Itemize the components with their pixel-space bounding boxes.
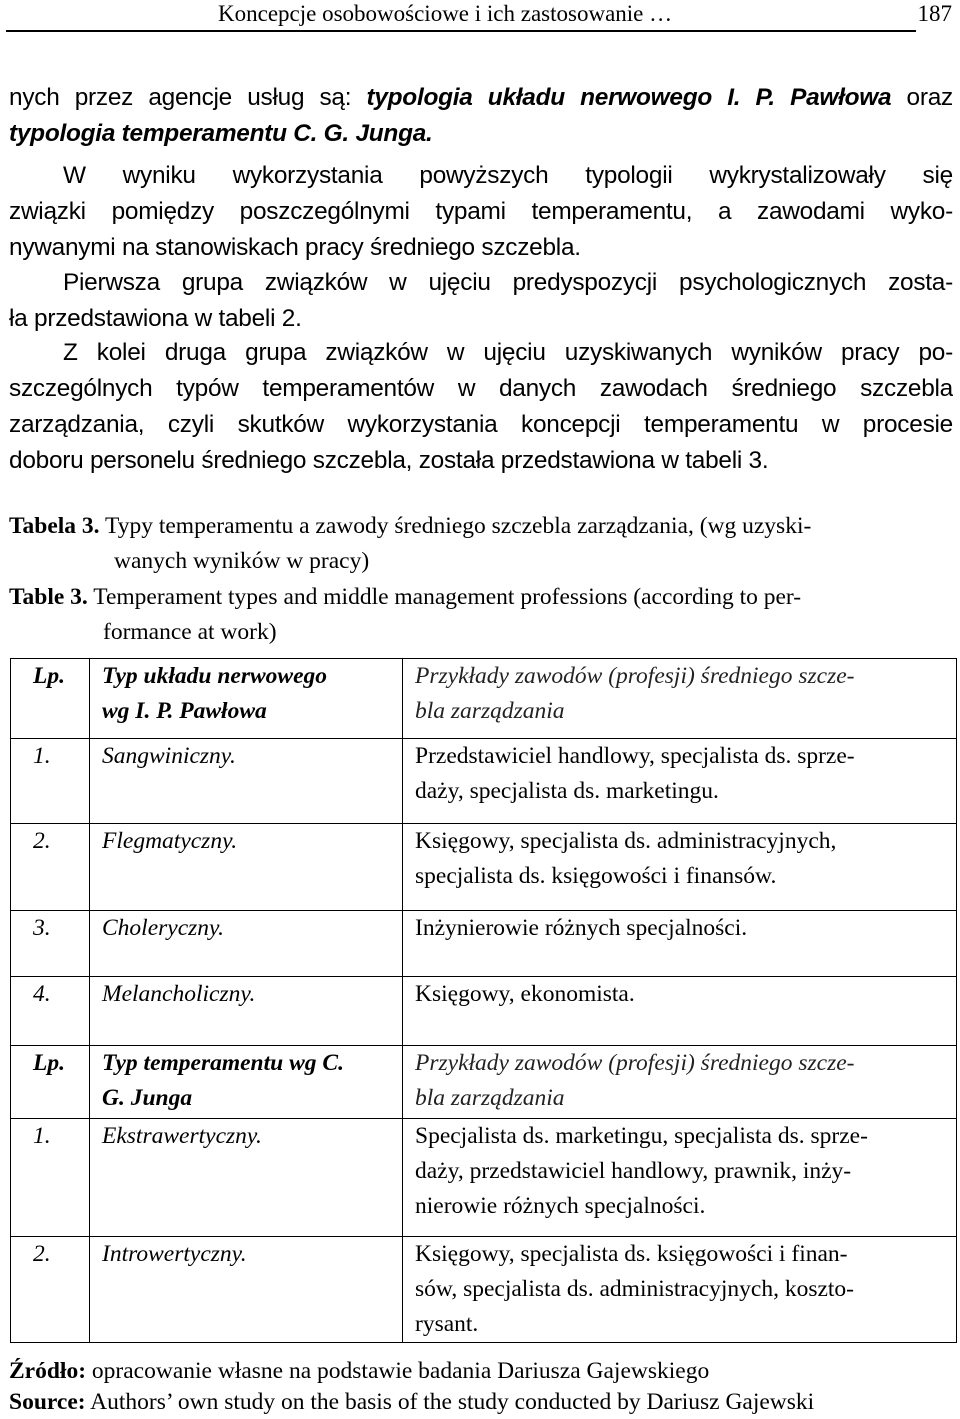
table-row: 2. Flegmatyczny. Księgowy, specjalista ds. administracyjnych, specjalista ds. księgowości i finansów. — [11, 824, 957, 911]
table-row: 4. Melancholiczny. Księgowy, ekonomista. — [11, 977, 957, 1046]
paragraph-line: W wyniku wykorzystania powyższych typologii wykrystalizowały się — [63, 162, 953, 189]
type-header: Typ układu nerwowego wg I. P. Pawłowa — [90, 659, 403, 739]
table-caption-pl: Tabela 3. Typy temperamentu a zawody średniego szczebla zarządzania, (wg uzyski- wanych wyników w pracy) — [9, 513, 812, 574]
intro-line-2 — [9, 116, 953, 152]
table-row: 2. Introwertyczny. Księgowy, specjalista ds. księgowości i finan- sów, specjalista ds. administracyjnych, koszto- rysant. — [11, 1237, 957, 1343]
paragraph-line: szczególnych typów temperamentów w danych zawodach średniego szczebla — [9, 375, 953, 402]
paragraph-line: ła przedstawiona w tabeli 2. — [9, 305, 302, 332]
intro-block — [9, 80, 953, 152]
lp-header: Lp. — [11, 659, 90, 739]
paragraph-line: związki pomiędzy poszczególnymi typami temperamentu, a zawodami wyko- — [9, 198, 953, 225]
running-header — [6, 0, 952, 32]
temperament-table — [10, 658, 957, 1343]
table-header-row — [11, 659, 957, 739]
examples-header: Przykłady zawodów (profesji) średniego szcze- bla zarządzania — [403, 1046, 957, 1119]
lp-header: Lp. — [11, 1046, 90, 1119]
source-label: Źródło: — [9, 1358, 87, 1384]
examples-header: Przykłady zawodów (profesji) średniego szcze- bla zarządzania — [403, 659, 957, 739]
table-row: 1. Sangwiniczny. Przedstawiciel handlowy, specjalista ds. sprze- daży, specjalista ds. marketingu. — [11, 739, 957, 824]
paragraph-line: nywanymi na stanowiskach pracy średniego szczebla. — [9, 234, 581, 261]
table-row: 3. Choleryczny. Inżynierowie różnych specjalności. — [11, 911, 957, 977]
paragraph-line: doboru personelu średniego szczebla, została przedstawiona w tabeli 3. — [9, 447, 769, 474]
caption-label: Table 3. — [9, 584, 88, 610]
source-note-pl: Źródło: opracowanie własne na podstawie badania Dariusza Gajewskiego — [9, 1358, 710, 1384]
table-caption-en: Table 3. Temperament types and middle management professions (according to per- formance at work) — [9, 584, 802, 645]
page-number: 187 — [917, 1, 952, 26]
caption-label: Tabela 3. — [9, 513, 100, 539]
paragraph-line: Z kolei druga grupa związków w ujęciu uzyskiwanych wyników pracy po- — [63, 339, 953, 366]
source-note-en: Source: Authors’ own study on the basis of the study conducted by Dariusz Gajewski — [9, 1389, 815, 1415]
source-label: Source: — [9, 1389, 86, 1415]
paragraph-1 — [9, 158, 953, 266]
paragraph-3 — [9, 335, 953, 479]
intro-line-1: nych przez agencje usług są: typologia układu nerwowego I. P. Pawłowa oraz — [9, 84, 953, 111]
running-title: Koncepcje osobowościowe i ich zastosowanie … — [218, 1, 673, 26]
paragraph-2 — [9, 265, 953, 337]
paragraph-line: zarządzania, czyli skutków wykorzystania koncepcji temperamentu w procesie — [9, 411, 953, 438]
jung-typology: typologia temperamentu C. G. Junga. — [9, 120, 433, 147]
type-header: Typ temperamentu wg C. G. Junga — [90, 1046, 403, 1119]
paragraph-line: Pierwsza grupa związków w ujęciu predyspozycji psychologicznych zosta- — [63, 269, 953, 296]
pavlov-typology: typologia układu nerwowego I. P. Pawłowa — [366, 84, 892, 111]
table-row: 1. Ekstrawertyczny. Specjalista ds. marketingu, specjalista ds. sprze- daży, przedstawiciel handlowy, prawnik, inży- nierowie różnych specjalności. — [11, 1119, 957, 1237]
table-header-row — [11, 1046, 957, 1119]
